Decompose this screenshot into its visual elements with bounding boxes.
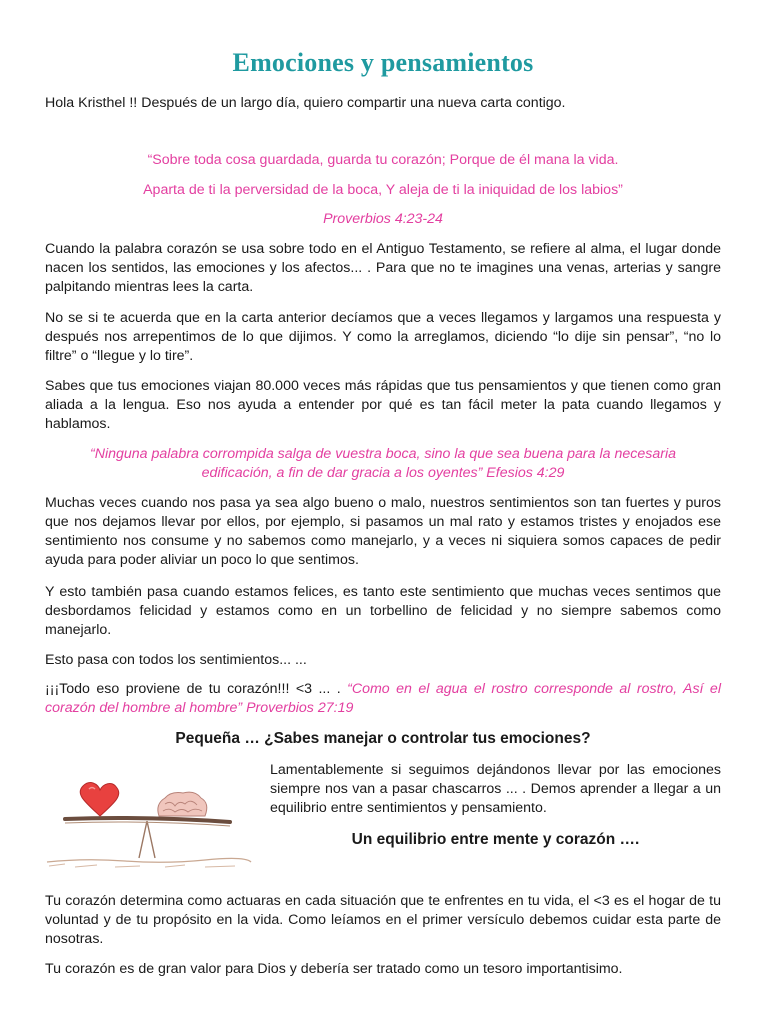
paragraph-5: Y esto también pasa cuando estamos felices, es tanto este sentimiento que muchas veces sentimos que desbordamos felicidad y estamos como en un torbellino de felicidad y no siempre sabemos como manejarlo. bbox=[45, 584, 721, 638]
verse1-line1: “Sobre toda cosa guardada, guarda tu corazón; Porque de él mana la vida. bbox=[147, 152, 619, 168]
paragraph-1: Cuando la palabra corazón se usa sobre todo en el Antiguo Testamento, se refiere al alma, el lugar donde nacen los sentidos, las emociones y los afectos... . Para que no te imagines una venas, arterias y sangre palpitando mientras lees la carta. bbox=[45, 241, 721, 295]
verse1-ref: Proverbios 4:23-24 bbox=[323, 211, 443, 227]
verse3-quote: “Como en el agua el rostro corresponde al rostro, Así el corazón del hombre al hombre” Proverbios 27:19 bbox=[45, 681, 721, 716]
paragraph-7-plain: ¡¡¡Todo eso proviene de tu corazón!!! <3 ... . bbox=[45, 681, 348, 697]
verse1-line2: Aparta de ti la perversidad de la boca, Y aleja de ti la iniquidad de los labios” bbox=[143, 182, 623, 198]
greeting-text: Hola Kristhel !! Después de un largo día, quiero compartir una nueva carta contigo. bbox=[45, 95, 566, 111]
paragraph-3: Sabes que tus emociones viajan 80.000 veces más rápidas que tus pensamientos y que tienen como gran aliada a la lengua. Eso nos ayuda a entender por qué es tan fácil meter la pata cuando llegamos y hablamos. bbox=[45, 378, 721, 432]
verse2-line1: “Ninguna palabra corrompida salga de vuestra boca, sino la que sea buena para la necesaria bbox=[89, 446, 676, 462]
paragraph-6: Esto pasa con todos los sentimientos... ... bbox=[45, 652, 307, 668]
balance-description: Lamentablemente si seguimos dejándonos llevar por las emociones siempre nos van a pasar chascarros ... . Demos aprender a llegar a un equilibrio entre sentimientos y pensamiento. bbox=[270, 762, 721, 816]
paragraph-8: Tu corazón determina como actuaras en cada situación que te enfrentes en tu vida, el <3 es el hogar de tu voluntad y de tu propósito en la vida. Como leíamos en el primer versículo debemos cuidar esta parte de nosotras. bbox=[45, 893, 721, 947]
paragraph-9: Tu corazón es de gran valor para Dios y debería ser tratado como un tesoro importantisimo. bbox=[45, 961, 623, 977]
subheading-2: Un equilibrio entre mente y corazón …. bbox=[351, 831, 640, 848]
paragraph-2: No se si te acuerda que en la carta anterior decíamos que a veces llegamos y largamos una respuesta y después nos arrepentimos de lo que dijimos. Y como la arreglamos, diciendo “lo dije sin pensar”, “no lo filtre” o “llegue y lo tire”. bbox=[45, 310, 721, 364]
balance-illustration bbox=[45, 758, 253, 876]
page-title: Emociones y pensamientos bbox=[232, 48, 534, 77]
paragraph-4: Muchas veces cuando nos pasa ya sea algo bueno o malo, nuestros sentimientos son tan fuertes y puros que nos dejamos llevar por ellos, por ejemplo, si pasamos un mal rato y estamos tristes y enojados ese sentimiento nos consume y no sabemos como manejarlo, y a veces ni siquiera somos capaces de pedir ayuda para poder aliviar un poco lo que sentimos. bbox=[45, 495, 721, 568]
paragraph-7 bbox=[45, 680, 721, 718]
subheading-1: Pequeña … ¿Sabes manejar o controlar tus emociones? bbox=[175, 730, 591, 747]
verse2-line2: edificación, a fin de dar gracia a los oyentes” Efesios 4:29 bbox=[201, 465, 565, 481]
